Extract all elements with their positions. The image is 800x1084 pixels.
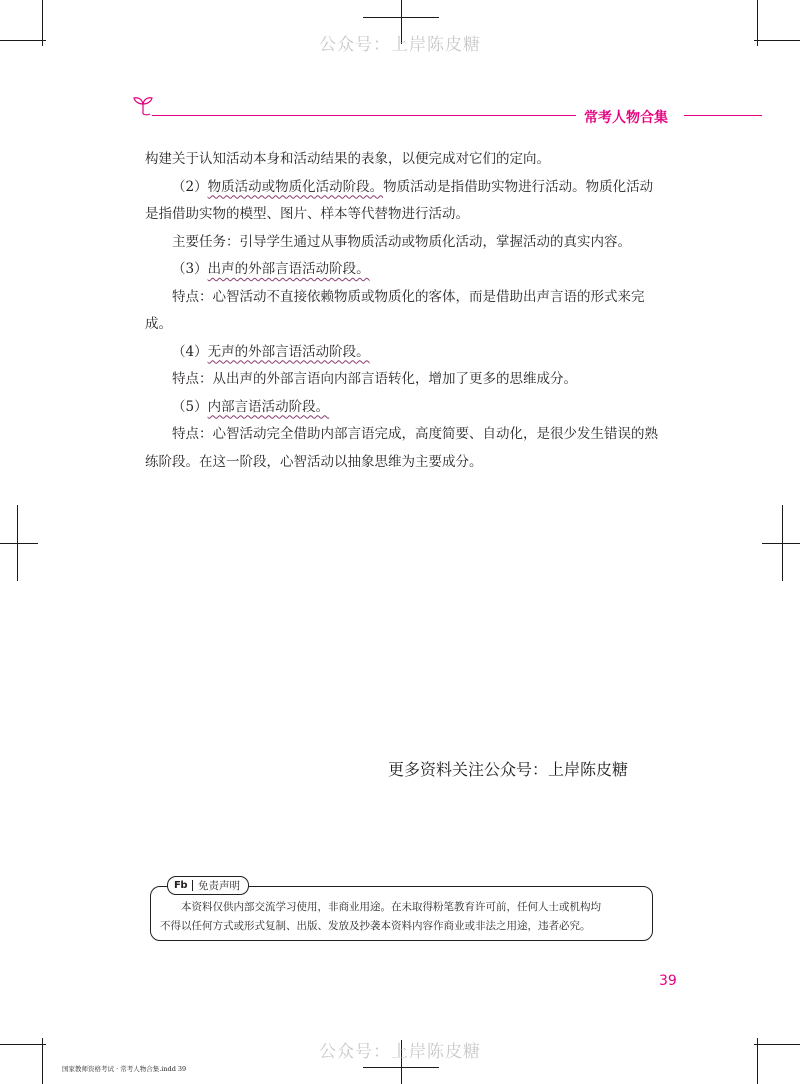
stage-5-feature: 特点：心智活动完全借助内部言语完成，高度简要、自动化，是很少发生错误的熟练阶段。在这一阶段，心智活动以抽象思维为主要成分。: [145, 426, 658, 470]
stage-2-desc: 物质活动是指借助实物进行活动。物质化活动是指借助实物的模型、图片、样本等代替物进行活动。: [145, 178, 654, 222]
disclaimer-tag: [167, 876, 249, 895]
stage-2-number: （2）: [172, 178, 208, 195]
page-number: 39: [659, 973, 677, 989]
section-label: 常考人物合集: [584, 110, 668, 126]
watermark-bottom: 公众号：上岸陈皮糖: [319, 1042, 481, 1062]
slug-line: 国家教师资格考试 · 常考人物合集.indd 39: [62, 1065, 187, 1073]
disclaimer-title: 免责声明: [198, 880, 240, 892]
stage-5-heading: [145, 394, 665, 422]
body-line: 构建关于认知活动本身和活动结果的表象，以便完成对它们的定向。: [145, 151, 550, 167]
body-content: [145, 146, 665, 476]
disclaimer-line-2: 不得以任何方式或形式复制、出版、发放及抄袭本资料内容作商业或非法之用途，违者必究。: [160, 920, 591, 932]
stage-2-task: 主要任务：引导学生通过从事物质活动或物质化活动，掌握活动的真实内容。: [172, 233, 631, 250]
header-rule-right: [684, 115, 762, 116]
stage-2-paragraph: [145, 174, 665, 229]
disclaimer-line-1: 本资料仅供内部交流学习使用，非商业用途。在未取得粉笔教育许可前，任何人士或机构均: [181, 901, 601, 913]
stage-3-title: 出声的外部言语活动阶段。: [207, 261, 370, 277]
watermark-top: 公众号：上岸陈皮糖: [319, 35, 481, 55]
fenbi-logo: Fb: [174, 880, 187, 891]
stage-3-number: （3）: [172, 261, 208, 277]
header-rule-left: [152, 115, 576, 116]
stage-5-number: （5）: [172, 398, 208, 415]
stage-4-feature: 特点：从出声的外部言语向内部言语转化，增加了更多的思维成分。: [172, 371, 577, 387]
sprout-icon: [131, 94, 155, 116]
stage-3-heading: [145, 256, 665, 284]
stage-3-feature: 特点：心智活动不直接依赖物质或物质化的客体，而是借助出声言语的形式来完成。: [145, 288, 645, 332]
promo-text: 更多资料关注公众号：上岸陈皮糖: [388, 760, 629, 779]
disclaimer-text: [160, 898, 648, 936]
stage-4-heading: [145, 339, 665, 367]
stage-2-title: 物质活动或物质化活动阶段。: [207, 178, 384, 195]
tag-divider: [192, 880, 193, 891]
stage-4-title: 无声的外部言语活动阶段。: [207, 343, 370, 360]
stage-5-title: 内部言语活动阶段。: [207, 398, 330, 415]
stage-4-number: （4）: [172, 343, 208, 360]
